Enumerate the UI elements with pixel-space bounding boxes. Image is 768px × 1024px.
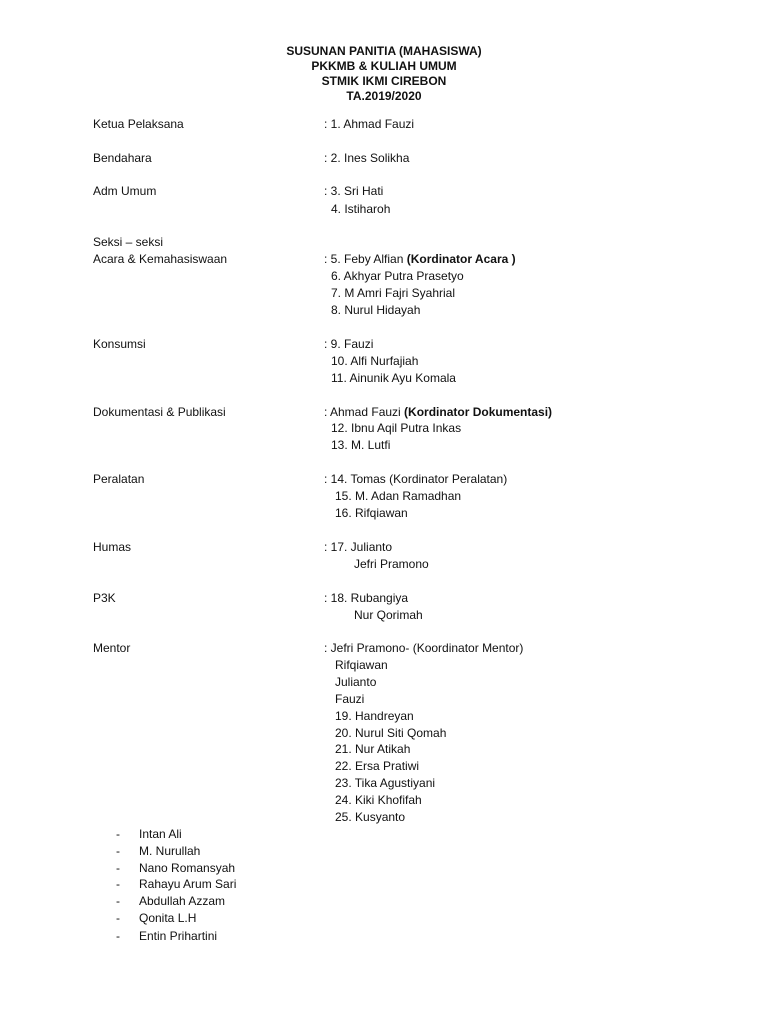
label-ketua: Ketua Pelaksana: [93, 117, 184, 131]
list-item: Nano Romansyah: [139, 861, 236, 875]
bullet-dash: -: [116, 827, 120, 841]
mentor-member: 24. Kiki Khofifah: [335, 793, 422, 807]
header-institution: STMIK IKMI CIREBON: [321, 74, 447, 88]
label-acara: Acara & Kemahasiswaan: [93, 252, 228, 266]
konsumsi-member: 10. Alfi Nurfajiah: [331, 354, 419, 368]
acara-member: 8. Nurul Hidayah: [331, 303, 421, 317]
mentor-member: 19. Handreyan: [335, 709, 414, 723]
mentor-member: 22. Ersa Pratiwi: [335, 759, 420, 773]
mentor-coordinator: : Jefri Pramono- (Koordinator Mentor): [324, 641, 524, 655]
acara-coordinator-role: (Kordinator Acara ): [406, 252, 516, 266]
peralatan-member: 15. M. Adan Ramadhan: [335, 489, 462, 503]
peralatan-member: 16. Rifqiawan: [335, 506, 408, 520]
mentor-member: 25. Kusyanto: [335, 810, 406, 824]
dokumentasi-coordinator: [324, 405, 552, 420]
bullet-dash: -: [116, 877, 120, 891]
header-event: PKKMB & KULIAH UMUM: [311, 59, 457, 73]
list-item: Qonita L.H: [139, 911, 197, 925]
humas-member: : 17. Julianto: [324, 540, 393, 554]
label-mentor: Mentor: [93, 641, 131, 655]
dokumentasi-coordinator-role: (Kordinator Dokumentasi): [404, 405, 553, 419]
acara-member: 7. M Amri Fajri Syahrial: [331, 286, 456, 300]
mentor-member: 23. Tika Agustiyani: [335, 776, 436, 790]
ketua-member: : 1. Ahmad Fauzi: [324, 117, 415, 131]
label-p3k: P3K: [93, 591, 116, 605]
bullet-dash: -: [116, 861, 120, 875]
peralatan-coordinator: : 14. Tomas (Kordinator Peralatan): [324, 472, 508, 486]
acara-member: 6. Akhyar Putra Prasetyo: [331, 269, 464, 283]
list-item: Abdullah Azzam: [139, 894, 226, 908]
list-item: Rahayu Arum Sari: [139, 877, 237, 891]
header-academic-year: TA.2019/2020: [346, 89, 422, 103]
bullet-dash: -: [116, 894, 120, 908]
list-item: Entin Prihartini: [139, 929, 218, 943]
list-item: Intan Ali: [139, 827, 182, 841]
dokumentasi-member: 13. M. Lutfi: [331, 438, 391, 452]
header-title: SUSUNAN PANITIA (MAHASISWA): [286, 44, 482, 58]
mentor-member: 20. Nurul Siti Qomah: [335, 726, 447, 740]
label-dokumentasi: Dokumentasi & Publikasi: [93, 405, 226, 419]
dokumentasi-coordinator-name: : Ahmad Fauzi: [324, 405, 405, 419]
bullet-dash: -: [116, 911, 120, 925]
label-peralatan: Peralatan: [93, 472, 145, 486]
label-humas: Humas: [93, 540, 132, 554]
label-bendahara: Bendahara: [93, 151, 152, 165]
humas-member: Jefri Pramono: [354, 557, 429, 571]
mentor-member: Rifqiawan: [335, 658, 388, 672]
list-item: M. Nurullah: [139, 844, 201, 858]
acara-coordinator: [324, 252, 516, 267]
konsumsi-member: : 9. Fauzi: [324, 337, 374, 351]
bendahara-member: : 2. Ines Solikha: [324, 151, 410, 165]
adm-member: 4. Istiharoh: [331, 202, 391, 216]
label-seksi: Seksi – seksi: [93, 235, 164, 249]
label-konsumsi: Konsumsi: [93, 337, 146, 351]
mentor-member: Julianto: [335, 675, 377, 689]
label-adm-umum: Adm Umum: [93, 184, 157, 198]
acara-coordinator-name: : 5. Feby Alfian: [324, 252, 407, 266]
mentor-member: Fauzi: [335, 692, 365, 706]
mentor-member: 21. Nur Atikah: [335, 742, 411, 756]
bullet-dash: -: [116, 929, 120, 943]
p3k-member: : 18. Rubangiya: [324, 591, 409, 605]
adm-member: : 3. Sri Hati: [324, 184, 384, 198]
bullet-dash: -: [116, 844, 120, 858]
konsumsi-member: 11. Ainunik Ayu Komala: [331, 371, 456, 385]
document-header: [0, 44, 768, 104]
p3k-member: Nur Qorimah: [354, 608, 423, 622]
dokumentasi-member: 12. Ibnu Aqil Putra Inkas: [331, 421, 462, 435]
